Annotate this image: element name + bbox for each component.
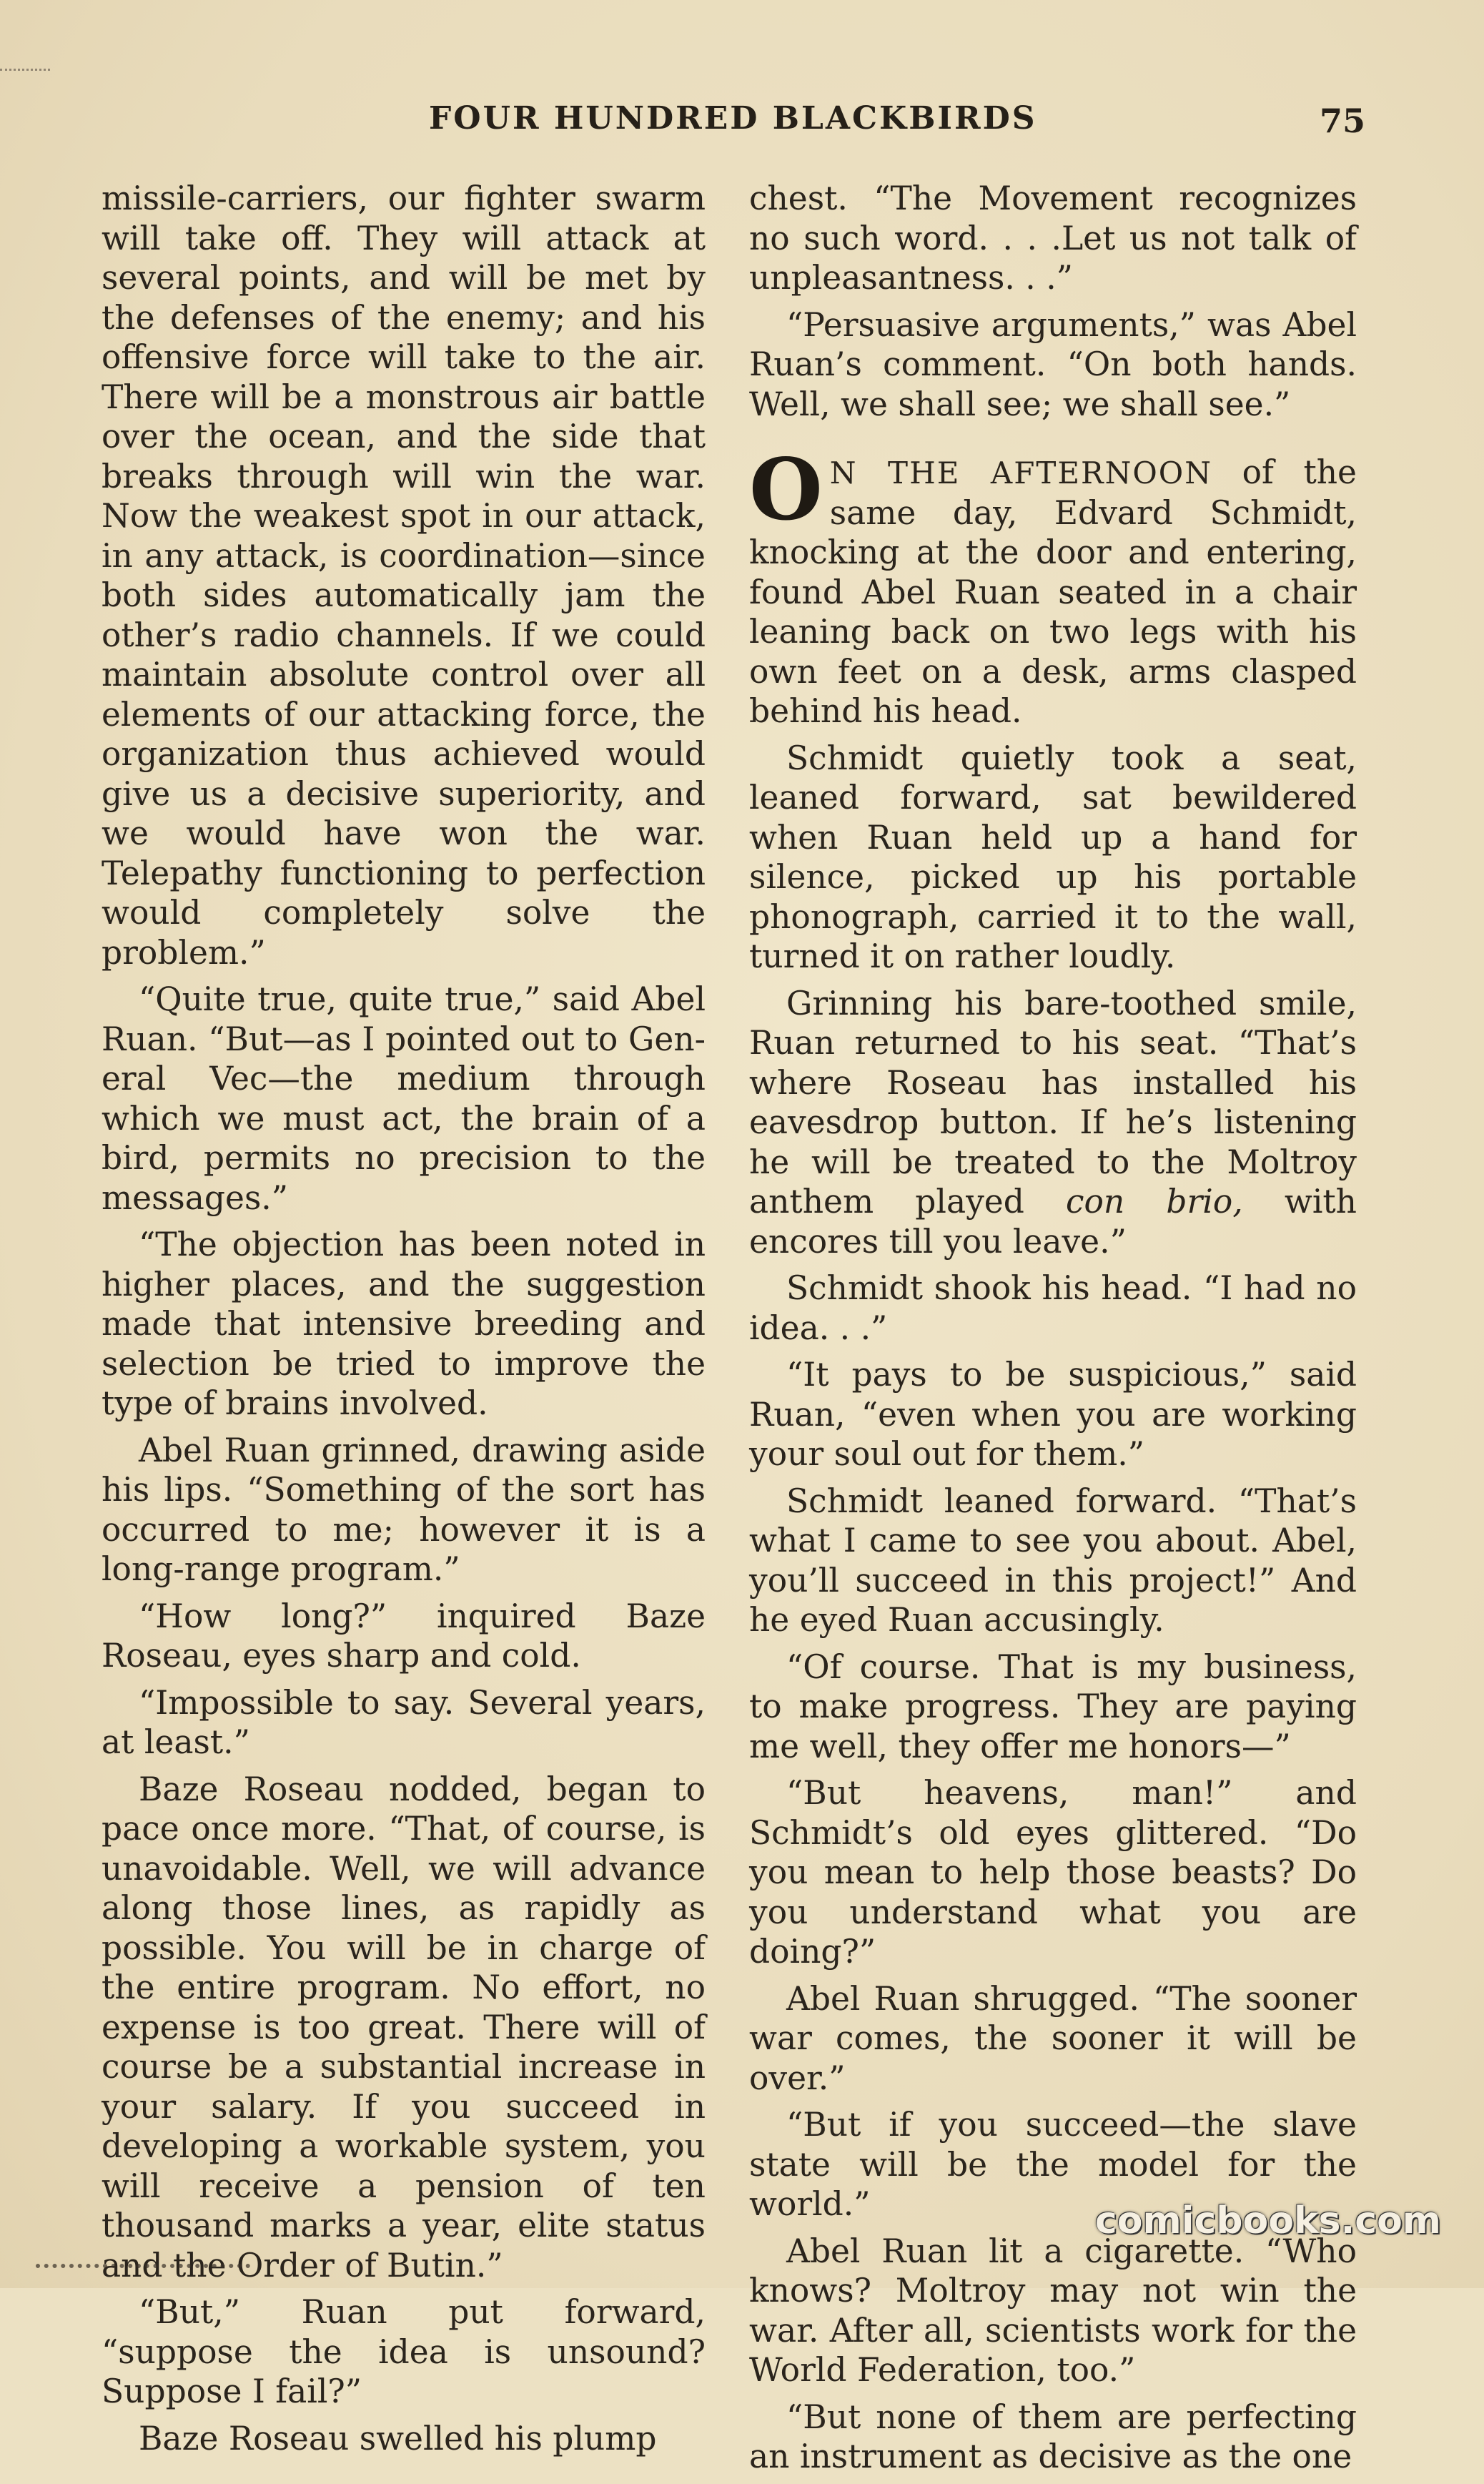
paragraph-text: of the same day, Edvard Schmidt, knocking at the door and entering, found Abel Ruan seated in a chair leaning back on two legs with his own feet on a desk, arms clasped behind his head.	[749, 453, 1357, 730]
paragraph: Baze Roseau swelled his plump	[139, 2419, 657, 2458]
right-column	[749, 179, 1357, 2484]
paragraph: “Of course. That is my business, to make progress. They are paying me well, they offer me honors—”	[749, 1647, 1357, 1765]
paragraph: “But if you succeed—the slave state will be the model for the world.”	[749, 2106, 1357, 2223]
paragraph: Abel Ruan grinned, drawing aside his lips. “Something of the sort has occurred to me; however it is a long-range program.”	[102, 1431, 706, 1588]
bottom-ornament	[36, 2264, 250, 2275]
paragraph	[749, 984, 1357, 1262]
paragraph-text: with encores till you leave.”	[749, 1183, 1357, 1261]
watermark-logo: comicbooks.com	[1094, 2199, 1441, 2242]
paragraph: “But heavens, man!” and Schmidt’s old eyes glittered. “Do you mean to help those beasts? Do you understand what you are doing?”	[749, 1774, 1357, 1971]
paragraph: “The objection has been noted in higher places, and the suggestion made that intensive breeding and selection be tried to improve the type of brains involved.	[102, 1226, 706, 1422]
section-start-paragraph	[749, 440, 1357, 731]
paragraph: “How long?” inquired Baze Roseau, eyes sharp and cold.	[102, 1597, 706, 1675]
paragraph: missile-carriers, our fighter swarm will take off. They will attack at several points, and will be met by the defenses of the enemy; and his offensive force will take to the air. There will be a monstrous air battle over the ocean, and the side that breaks through will win the war. Now the weakest spot in our attack, in any attack, is coordination—since both sides automatically jam the other’s radio channels. If we could maintain absolute control over all elements of our attacking force, the organization thus achieved would give us a decisive superiority, and we would have won the war. Telepathy functioning to perfection would completely solve the problem.”	[102, 179, 706, 972]
left-column	[102, 179, 706, 2465]
italic-text: con brio,	[1066, 1183, 1243, 1221]
paragraph: “It pays to be suspicious,” said Ruan, “even when you are working your soul out for them.”	[749, 1356, 1357, 1473]
paragraph-text: Grinning his bare-toothed smile, Ruan returned to his seat. “That’s where Roseau has installed his eavesdrop button. If he’s listening he will be treated to the Moltroy anthem played	[749, 984, 1357, 1221]
paragraph: “But none of them are perfecting an instrument as decisive as the one	[749, 2397, 1357, 2475]
binding-mark	[0, 69, 50, 75]
paragraph: “Quite true, quite true,” said Abel Ruan. “But—as I pointed out to General Vec—the medium through which we must act, the brain of a bird, permits no precision to the messages.”	[102, 980, 706, 1217]
paragraph: Abel Ruan shrugged. “The sooner war comes, the sooner it will be over.”	[749, 1979, 1357, 2097]
paragraph: “Persuasive arguments,” was Abel Ruan’s comment. “On both hands. Well, we shall see; we shall see.”	[749, 305, 1357, 423]
drop-cap: O	[749, 440, 823, 539]
paragraph: Schmidt shook his head. “I had no idea. . .”	[749, 1269, 1357, 1347]
paragraph: “But,” Ruan put forward, “suppose the idea is unsound? Suppose I fail?”	[102, 2293, 706, 2410]
paragraph: “Impossible to say. Several years, at least.”	[102, 1683, 706, 1761]
paragraph: Schmidt leaned forward. “That’s what I came to see you about. Abel, you’ll succeed in this project!” And he eyed Ruan accusingly.	[749, 1482, 1357, 1639]
page-header	[100, 100, 1365, 150]
small-caps-lead: N THE AFTERNOON	[829, 455, 1212, 491]
running-title: FOUR HUNDRED BLACKBIRDS	[429, 100, 1037, 137]
paragraph: Schmidt quietly took a seat, leaned forward, sat bewildered when Ruan held up a hand for silence, picked up his portable phonograph, carried it to the wall, turned it on rather loudly.	[749, 739, 1357, 975]
paragraph: chest. “The Movement recognizes no such word. . . .Let us not talk of unpleasantness. . .”	[749, 179, 1357, 297]
paragraph: Baze Roseau nodded, began to pace once more. “That, of course, is unavoidable. Well, we will advance along those lines, as rapidly as possible. You will be in charge of the entire program. No effort, no expense is too great. There will of course be a substantial increase in your salary. If you succeed in developing a workable system, you will receive a pension of ten thousand marks a year, elite status and the Order of Butin.”	[102, 1770, 706, 2285]
paragraph: Abel Ruan lit a cigarette. “Who knows? Moltroy may not win the war. After all, scientists work for the World Federation, too.”	[749, 2232, 1357, 2389]
page-number: 75	[1319, 102, 1365, 140]
